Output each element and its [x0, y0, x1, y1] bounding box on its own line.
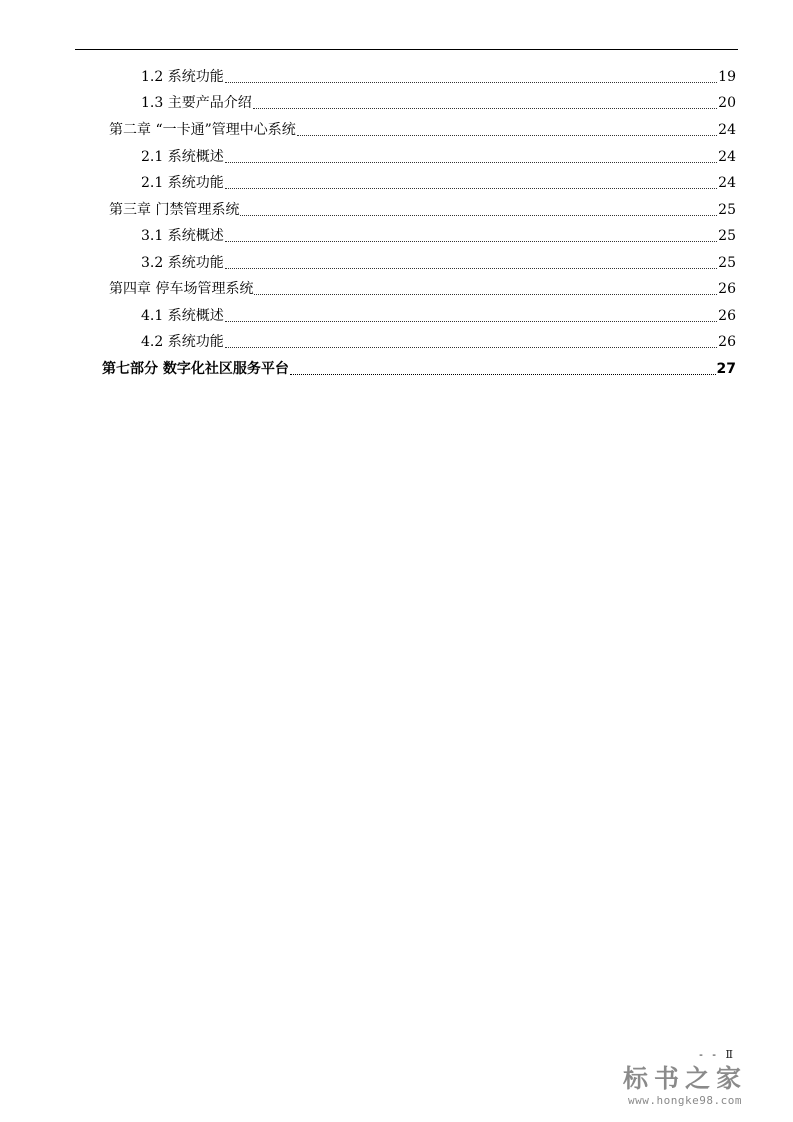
toc-entry-part[interactable] — [102, 352, 736, 378]
toc-entry[interactable] — [141, 140, 736, 166]
site-watermark — [605, 1064, 765, 1108]
toc-entry-label: 第四章 停车场管理系统 — [109, 281, 254, 297]
toc-entry-page: 25 — [718, 202, 736, 218]
toc-entry-page: 25 — [718, 228, 736, 244]
toc-entry[interactable] — [109, 272, 736, 298]
toc-entry-label: 2.1 系统概述 — [141, 149, 224, 165]
toc-entry-page: 24 — [718, 149, 736, 165]
toc-entry-label: 4.2 系统功能 — [141, 334, 224, 350]
toc-entry-label: 1.3 主要产品介绍 — [141, 95, 252, 111]
toc-entry[interactable] — [141, 86, 736, 112]
toc-entry-page: 24 — [718, 122, 736, 138]
page-number-marker: - - Ⅱ — [699, 1048, 736, 1061]
dot-leader — [225, 76, 717, 83]
toc-entry-page: 19 — [718, 69, 736, 85]
toc-entry-label: 3.2 系统功能 — [141, 255, 224, 271]
dot-leader — [225, 156, 717, 163]
dot-leader — [225, 235, 717, 242]
toc-entry[interactable] — [109, 193, 736, 219]
dot-leader — [225, 341, 717, 348]
toc-entry[interactable] — [141, 166, 736, 192]
toc-entry-page: 24 — [718, 175, 736, 191]
toc-entry[interactable] — [109, 113, 736, 139]
toc-entry[interactable] — [141, 219, 736, 245]
header-rule — [75, 49, 738, 50]
dot-leader — [240, 209, 717, 216]
toc-entry-label: 第七部分 数字化社区服务平台 — [102, 361, 289, 377]
dot-leader — [290, 368, 716, 375]
toc-entry-label: 4.1 系统概述 — [141, 308, 224, 324]
toc-entry[interactable] — [141, 60, 736, 86]
toc-entry-label: 3.1 系统概述 — [141, 228, 224, 244]
toc-entry[interactable] — [141, 299, 736, 325]
toc-entry-page: 26 — [718, 281, 736, 297]
dot-leader — [225, 315, 717, 322]
toc-entry-page: 27 — [716, 361, 736, 377]
dot-leader — [225, 262, 717, 269]
toc-entry-page: 26 — [718, 334, 736, 350]
toc-entry-label: 2.1 系统功能 — [141, 175, 224, 191]
dot-leader — [253, 102, 717, 109]
watermark-url: www.hongke98.com — [628, 1094, 742, 1107]
toc-entry-label: 第三章 门禁管理系统 — [109, 202, 240, 218]
dot-leader — [297, 129, 717, 136]
toc-entry[interactable] — [141, 246, 736, 272]
toc-entry-page: 25 — [718, 255, 736, 271]
watermark-title: 标书之家 — [622, 1064, 747, 1093]
toc-entry-page: 26 — [718, 308, 736, 324]
dot-leader — [254, 288, 717, 295]
toc-entry-label: 第二章 “一卡通”管理中心系统 — [109, 122, 296, 138]
toc-entry-label: 1.2 系统功能 — [141, 69, 224, 85]
dot-leader — [225, 182, 717, 189]
toc-entry[interactable] — [141, 325, 736, 351]
toc-entry-page: 20 — [718, 95, 736, 111]
